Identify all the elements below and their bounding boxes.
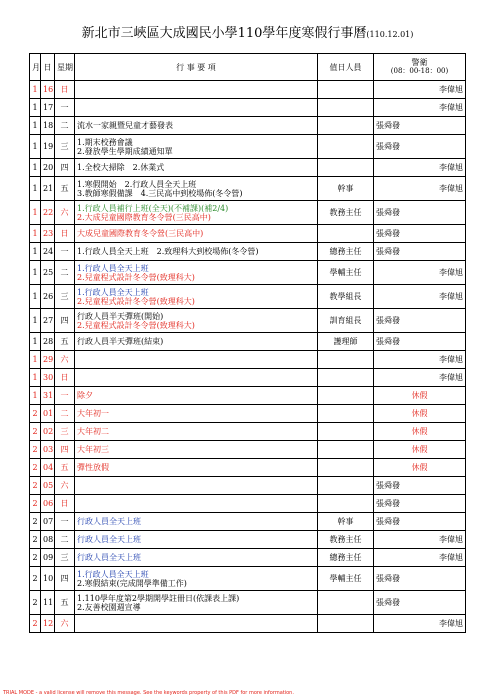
cell-events [75,201,318,225]
cell-month: 2 [30,567,41,591]
event-line: 1.全校大掃除 2.休業式 [77,163,165,172]
cell-guard [374,387,466,405]
cell-admin: 幹事 [318,513,374,531]
cell-events [75,495,318,513]
cell-day: 08 [41,531,55,549]
cell-day: 27 [41,309,55,333]
event-line: 1.寒假開始 2.行政人員全天上班 [77,179,197,189]
cell-guard [374,567,466,591]
cell-events [75,531,318,549]
cell-guard [374,513,466,531]
cell-admin [318,495,374,513]
cell-guard [374,459,466,477]
cell-day: 01 [41,405,55,423]
cell-month: 2 [30,459,41,477]
cell-events [75,99,318,117]
cell-month: 1 [30,201,41,225]
cell-day: 02 [41,423,55,441]
cell-month: 2 [30,423,41,441]
title-text: 新北市三峽區大成國民小學110學年度寒假行事曆 [81,26,367,41]
guard-name: 李偉旭 [439,373,463,382]
table-row [30,351,466,369]
guard-name: 張舜發 [376,598,400,607]
table-row [30,333,466,351]
cell-admin: 訓育組長 [318,309,374,333]
cell-guard [374,423,466,441]
cell-guard [374,201,466,225]
cell-events [75,81,318,99]
table-row [30,387,466,405]
header-day: 日 [41,54,55,81]
cell-guard [374,333,466,351]
cell-guard [374,531,466,549]
cell-guard [374,159,466,177]
event-line: 行政人員全天上班 [77,535,141,544]
guard-name: 張舜發 [376,229,400,238]
cell-month: 1 [30,309,41,333]
cell-day: 18 [41,117,55,135]
cell-day: 25 [41,261,55,285]
table-row [30,477,466,495]
cell-events [75,333,318,351]
cell-month: 2 [30,405,41,423]
cell-guard [374,351,466,369]
cell-admin: 教務主任 [318,531,374,549]
cell-admin: 總務主任 [318,549,374,567]
cell-weekday: 二 [55,405,75,423]
cell-month: 2 [30,531,41,549]
cell-events [75,405,318,423]
cell-admin [318,615,374,633]
event-line: 1.行政人員全天上班 2.致理科大到校場佈(冬令營) [77,247,259,256]
event-line: 2.兒童程式設計冬令營(致理科大) [77,296,195,306]
cell-events [75,567,318,591]
header-guard-label: 警衛 [411,58,428,67]
cell-weekday: 六 [55,615,75,633]
cell-events [75,615,318,633]
cell-weekday: 三 [55,285,75,309]
cell-month: 1 [30,243,41,261]
cell-admin [318,81,374,99]
cell-weekday: 六 [55,351,75,369]
cell-guard [374,405,466,423]
table-row [30,225,466,243]
guard-name: 李偉旭 [439,553,463,562]
cell-guard [374,615,466,633]
cell-admin [318,387,374,405]
cell-guard [374,99,466,117]
cell-month: 2 [30,591,41,615]
cell-day: 07 [41,513,55,531]
cell-events [75,159,318,177]
guard-name: 李偉旭 [439,85,463,94]
table-row [30,135,466,159]
cell-weekday: 六 [55,477,75,495]
cell-guard [374,177,466,201]
table-row [30,423,466,441]
event-line: 2.兒童程式設計冬令營(致理科大) [77,272,195,282]
cell-events [75,225,318,243]
cell-month: 1 [30,369,41,387]
cell-weekday: 一 [55,513,75,531]
table-row [30,177,466,201]
table-row [30,99,466,117]
cell-weekday: 日 [55,369,75,387]
event-line: 1.行政人員全天上班 [77,569,149,579]
trial-notice: TRIAL MODE - a valid license will remove this message. See the keywords property of this PDF for more information. [3,690,294,696]
cell-events [75,117,318,135]
cell-events [75,441,318,459]
cell-day: 23 [41,225,55,243]
cell-admin [318,99,374,117]
table-row [30,243,466,261]
cell-day: 03 [41,441,55,459]
cell-events [75,423,318,441]
cell-month: 2 [30,495,41,513]
guard-name: 李偉旭 [439,268,463,277]
table-row [30,81,466,99]
table-row [30,495,466,513]
guard-name: 休假 [411,391,428,400]
event-line: 1.行政人員全天上班 [77,287,149,297]
event-line: 行政人員全天上班 [77,517,141,526]
guard-name: 張舜發 [376,142,400,151]
table-row [30,405,466,423]
cell-weekday: 日 [55,81,75,99]
cell-weekday: 日 [55,225,75,243]
cell-admin [318,135,374,159]
table-row [30,285,466,309]
cell-events [75,135,318,159]
cell-month: 2 [30,513,41,531]
cell-guard [374,285,466,309]
event-line: 大年初二 [77,427,109,436]
header-guard-hours: (08：00-18：00) [390,67,449,75]
guard-name: 張舜發 [376,121,400,130]
guard-name: 李偉旭 [439,163,463,172]
cell-day: 12 [41,615,55,633]
cell-admin [318,405,374,423]
cell-month: 1 [30,387,41,405]
event-line: 1.110學年度第2學期開學註冊日(依課表上課) [77,593,240,603]
header-guard [374,54,466,81]
event-line: 2.友善校園週宣導 [77,602,141,612]
guard-name: 休假 [411,409,428,418]
cell-guard [374,591,466,615]
event-line: 2.兒童程式設計冬令營(致理科大) [77,320,195,330]
table-row [30,531,466,549]
cell-guard [374,369,466,387]
guard-name: 李偉旭 [439,619,463,628]
cell-weekday: 四 [55,159,75,177]
event-line: 2.發放學生學期成績通知單 [77,146,173,156]
cell-weekday: 六 [55,201,75,225]
cell-month: 1 [30,351,41,369]
cell-guard [374,261,466,285]
cell-day: 20 [41,159,55,177]
cell-events [75,261,318,285]
event-line: 1.行政人員全天上班 [77,263,149,273]
cell-admin [318,423,374,441]
cell-events [75,513,318,531]
event-line: 大成兒童國際教育冬令營(三民高中) [77,229,204,238]
cell-guard [374,309,466,333]
event-line: 彈性放假 [77,463,109,472]
cell-guard [374,243,466,261]
cell-admin [318,441,374,459]
cell-weekday: 五 [55,177,75,201]
cell-month: 2 [30,615,41,633]
cell-weekday: 四 [55,309,75,333]
cell-day: 30 [41,369,55,387]
cell-day: 10 [41,567,55,591]
guard-name: 休假 [411,445,428,454]
cell-day: 29 [41,351,55,369]
event-line: 2.大成兒童國際教育冬令營(三民高中) [77,212,211,222]
event-line: 1.行政人員補行上班(全天)(不補課)(補2/4) [77,203,229,213]
event-line: 大年初三 [77,445,109,454]
cell-day: 26 [41,285,55,309]
guard-name: 李偉旭 [439,103,463,112]
cell-guard [374,495,466,513]
cell-month: 2 [30,477,41,495]
header-month: 月 [30,54,41,81]
cell-month: 1 [30,99,41,117]
cell-admin [318,591,374,615]
cell-admin [318,117,374,135]
cell-admin [318,477,374,495]
cell-admin: 護理師 [318,333,374,351]
cell-day: 17 [41,99,55,117]
cell-weekday: 一 [55,243,75,261]
cell-weekday: 二 [55,261,75,285]
table-row [30,513,466,531]
cell-events [75,177,318,201]
cell-weekday: 二 [55,531,75,549]
header-admin: 值日人員 [318,54,374,81]
table-row [30,117,466,135]
table-row [30,567,466,591]
cell-day: 21 [41,177,55,201]
cell-day: 05 [41,477,55,495]
guard-name: 李偉旭 [439,292,463,301]
cell-weekday: 四 [55,567,75,591]
table-row [30,159,466,177]
cell-guard [374,117,466,135]
guard-name: 張舜發 [376,574,400,583]
cell-weekday: 五 [55,333,75,351]
event-line: 行政人員半天彈班(結束) [77,337,164,346]
cell-month: 1 [30,177,41,201]
cell-day: 28 [41,333,55,351]
cell-events [75,309,318,333]
cell-weekday: 一 [55,387,75,405]
cell-admin: 總務主任 [318,243,374,261]
cell-weekday: 五 [55,459,75,477]
cell-guard [374,81,466,99]
event-line: 2.寒假結束(完成開學準備工作) [77,578,187,588]
guard-name: 張舜發 [376,517,400,526]
cell-guard [374,441,466,459]
cell-events [75,459,318,477]
cell-month: 1 [30,285,41,309]
cell-weekday: 三 [55,135,75,159]
cell-month: 1 [30,81,41,99]
guard-name: 張舜發 [376,499,400,508]
table-row [30,201,466,225]
cell-month: 2 [30,549,41,567]
cell-day: 24 [41,243,55,261]
guard-name: 張舜發 [376,481,400,490]
cell-events [75,387,318,405]
guard-name: 休假 [411,427,428,436]
cell-admin [318,351,374,369]
table-row [30,549,466,567]
calendar-table [29,53,466,633]
cell-guard [374,225,466,243]
cell-admin [318,369,374,387]
cell-weekday: 三 [55,423,75,441]
cell-month: 1 [30,261,41,285]
cell-day: 04 [41,459,55,477]
guard-name: 張舜發 [376,316,400,325]
cell-weekday: 一 [55,99,75,117]
cell-day: 09 [41,549,55,567]
guard-name: 李偉旭 [439,535,463,544]
cell-admin [318,459,374,477]
cell-events [75,369,318,387]
guard-name: 休假 [411,463,428,472]
table-row [30,261,466,285]
event-line: 1.期末校務會議 [77,137,133,147]
cell-admin: 教務主任 [318,201,374,225]
cell-admin [318,159,374,177]
cell-month: 1 [30,333,41,351]
table-row [30,459,466,477]
event-line: 行政人員半天彈班(開始) [77,311,164,321]
cell-admin [318,225,374,243]
cell-day: 22 [41,201,55,225]
table-row [30,369,466,387]
cell-month: 1 [30,159,41,177]
cell-month: 1 [30,135,41,159]
title-date: (110.12.01) [366,30,414,39]
cell-admin: 學輔主任 [318,261,374,285]
table-row [30,441,466,459]
table-row [30,591,466,615]
cell-month: 2 [30,441,41,459]
table-row [30,309,466,333]
cell-day: 19 [41,135,55,159]
cell-weekday: 二 [55,117,75,135]
cell-month: 1 [30,225,41,243]
document-title [0,22,495,41]
event-line: 3.教師寒假備課 4.三民高中到校場佈(冬令營) [77,188,243,198]
cell-guard [374,135,466,159]
cell-admin: 教學組長 [318,285,374,309]
cell-guard [374,477,466,495]
event-line: 大年初一 [77,409,109,418]
cell-weekday: 日 [55,495,75,513]
cell-day: 16 [41,81,55,99]
cell-admin: 幹事 [318,177,374,201]
cell-events [75,477,318,495]
guard-name: 李偉旭 [439,355,463,364]
event-line: 除夕 [77,391,93,400]
cell-weekday: 四 [55,441,75,459]
cell-admin: 學輔主任 [318,567,374,591]
event-line: 行政人員全天上班 [77,553,141,562]
cell-month: 1 [30,117,41,135]
cell-guard [374,549,466,567]
cell-events [75,549,318,567]
table-header-row [30,54,466,81]
cell-day: 31 [41,387,55,405]
guard-name: 張舜發 [376,208,400,217]
event-line: 流水一家親暨兒童才藝發表 [77,121,173,130]
guard-name: 李偉旭 [439,184,463,193]
cell-events [75,243,318,261]
cell-day: 06 [41,495,55,513]
header-events: 行 事 要 項 [75,54,318,81]
cell-events [75,285,318,309]
header-weekday: 星期 [55,54,75,81]
cell-day: 11 [41,591,55,615]
guard-name: 張舜發 [376,337,400,346]
guard-name: 張舜發 [376,247,400,256]
cell-events [75,591,318,615]
cell-weekday: 三 [55,549,75,567]
cell-weekday: 五 [55,591,75,615]
table-row [30,615,466,633]
cell-events [75,351,318,369]
